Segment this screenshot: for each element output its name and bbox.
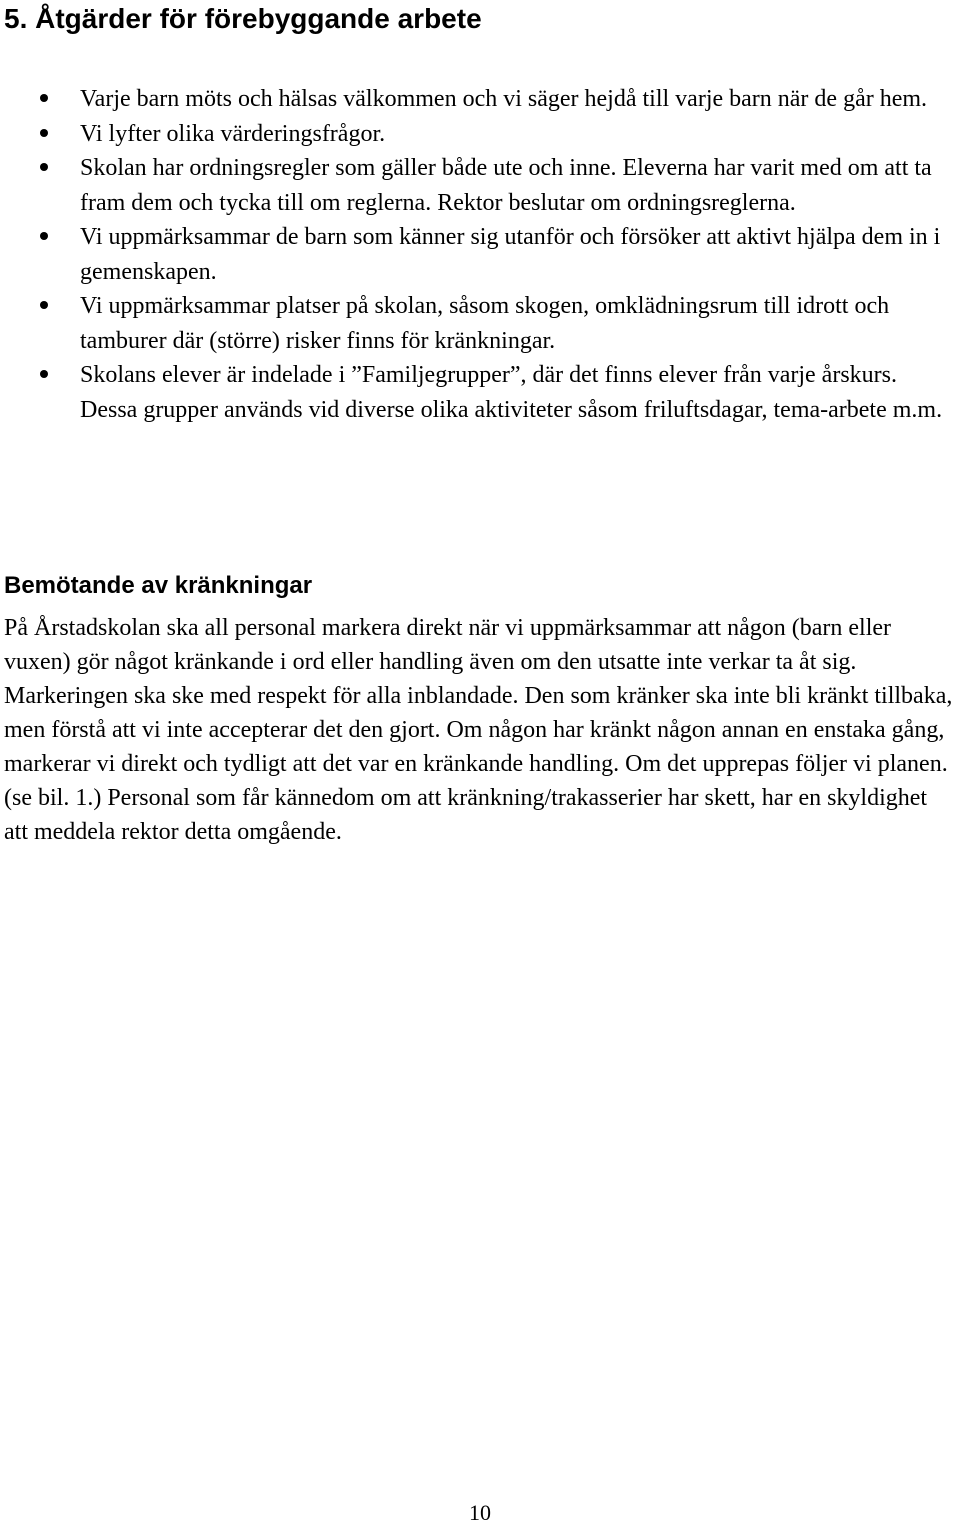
- list-item: [0, 358, 960, 427]
- list-item-text: Varje barn möts och hälsas välkommen och vi säger hejdå till varje barn när de går hem.: [80, 86, 928, 112]
- list-item-text: Skolan har ordningsregler som gäller både ute och inne. Eleverna har varit med om att ta fram dem och tycka till om reglerna. Rektor beslutar om ordningsreglerna.: [80, 155, 932, 216]
- bullet-icon: [40, 129, 48, 137]
- section-heading: Bemötande av kränkningar: [4, 572, 313, 599]
- bullet-icon: [40, 301, 48, 309]
- list-item: [0, 220, 960, 289]
- list-item-text: Vi lyfter olika värderingsfrågor.: [80, 120, 386, 147]
- bullet-icon: [40, 232, 48, 240]
- list-item-text: Vi uppmärksammar de barn som känner sig utanför och försöker att aktivt hjälpa dem in i gemenskapen.: [80, 224, 941, 285]
- page-title: 5. Åtgärder för förebyggande arbete: [4, 3, 482, 34]
- list-item-text: Vi uppmärksammar platser på skolan, såsom skogen, omklädningsrum till idrott och tamburer där (större) risker finns för kränkningar.: [80, 293, 890, 354]
- bullet-icon: [40, 94, 48, 102]
- list-item: [0, 151, 960, 220]
- bullet-list: [0, 82, 960, 427]
- list-item: [0, 289, 960, 358]
- bullet-icon: [40, 163, 48, 171]
- list-item: [0, 82, 960, 117]
- page-number: 10: [469, 1500, 491, 1525]
- body-paragraph: På Årstadskolan ska all personal markera direkt när vi uppmärksammar att någon (barn eller vuxen) gör något kränkande i ord eller handling även om den utsatte inte verkar ta åt sig. Markeringen ska ske med respekt för alla inblandade. Den som kränker ska inte bli kränkt tillbaka, men förstå att vi inte accepterar det den gjort. Om någon har kränkt någon annan en enstaka gång, markerar vi direkt och tydligt att det var en kränkande handling. Om det upprepas följer vi planen. (se bil. 1.) Personal som får kännedom om att kränkning/trakasserier har skett, har en skyldighet att meddela rektor detta omgående.: [4, 615, 953, 845]
- bullet-icon: [40, 370, 48, 378]
- list-item: [0, 117, 960, 152]
- list-item-text: Skolans elever är indelade i ”Familjegrupper”, där det finns elever från varje årskurs. Dessa grupper används vid diverse olika aktiviteter såsom friluftsdagar, tema-arbete m.m.: [80, 362, 943, 423]
